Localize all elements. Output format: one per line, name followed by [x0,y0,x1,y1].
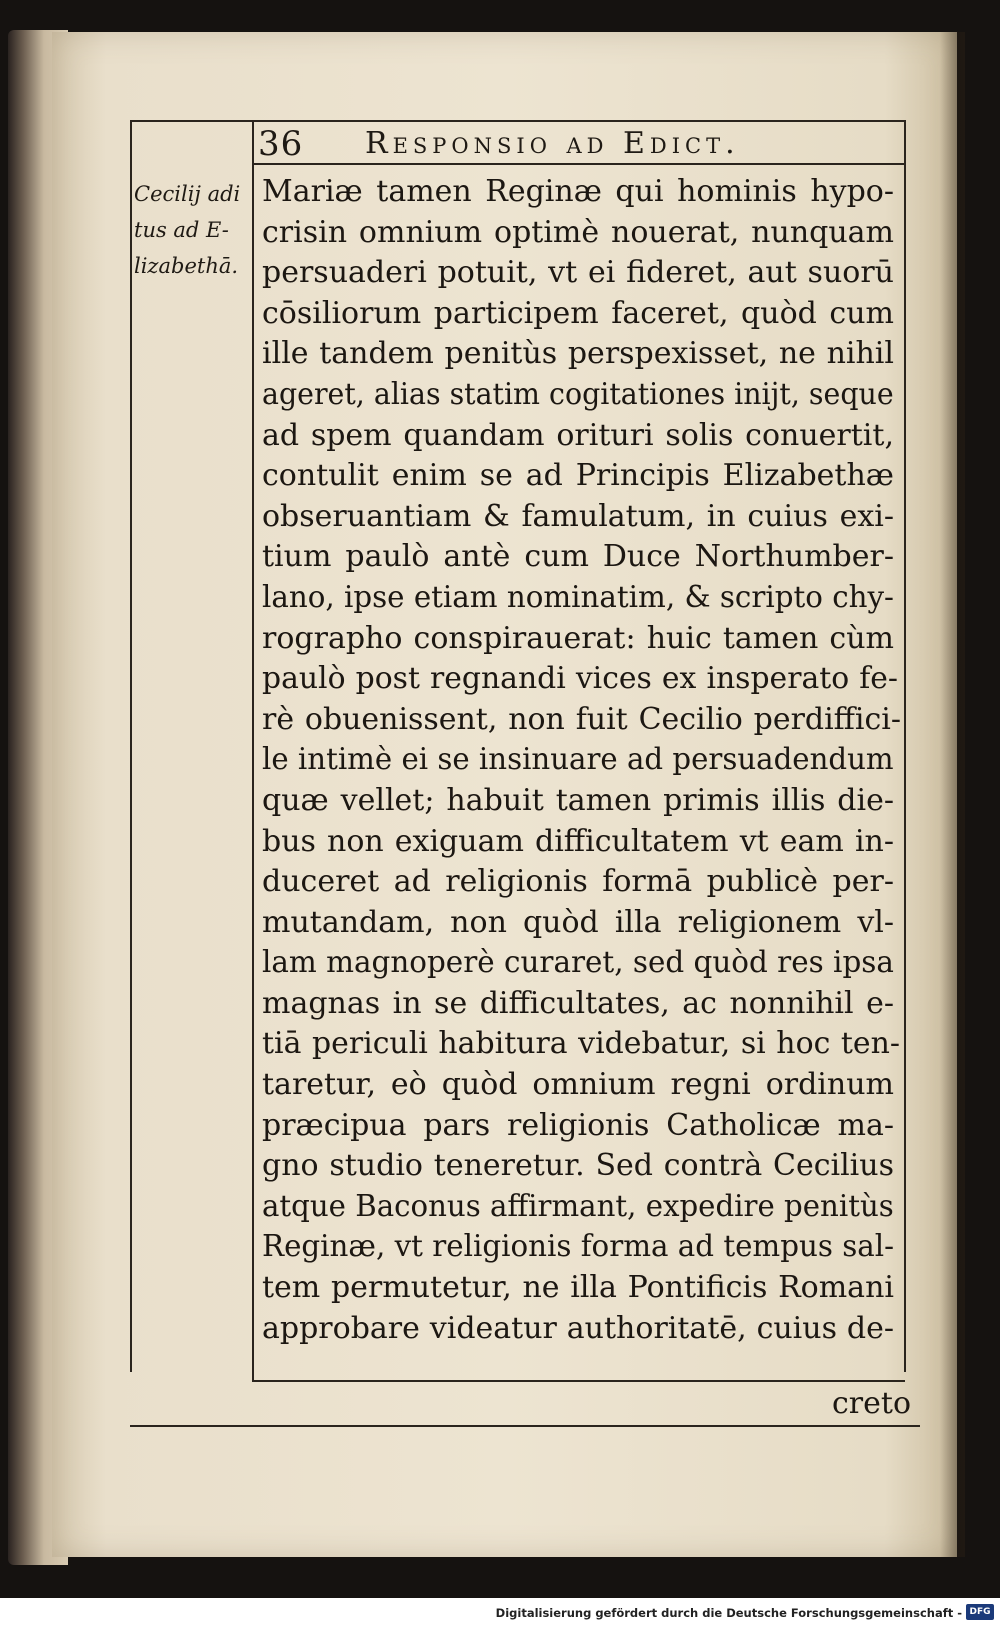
frame-left-rule [130,120,132,1372]
text-line: bus non exiguam difficultatem vt eam in- [262,823,894,859]
gutter-shadow [940,32,965,1557]
text-line: ille tandem penitùs perspexisset, ne nihil [262,336,894,372]
page-number: 36 [258,124,304,164]
catchword: creto [832,1386,912,1421]
text-column-rule [252,120,254,1382]
running-head: Responsio ad Edict. [365,126,740,161]
marginal-note [134,176,250,284]
text-line: tiā periculi habitura videbatur, si hoc ten- [262,1026,900,1062]
text-line: tium paulò antè cum Duce Northumber- [262,539,894,575]
text-line: taretur, eò quòd omnium regni ordinum [262,1067,894,1103]
text-line: præcipua pars religionis Catholicæ ma- [262,1107,894,1143]
marginal-note-line: Cecilij adi [134,182,241,206]
text-line: persuaderi potuit, vt ei fideret, aut suorū [262,255,894,291]
text-line: crisin omnium optimè nouerat, nunquam [262,214,894,250]
text-line: ad spem quandam orituri solis conuertit, [262,417,894,453]
text-line: cōsiliorum participem faceret, quòd cum [262,295,894,331]
text-line: lam magnoperè curaret, sed quòd res ipsa [262,945,894,981]
page-bottom-rule [130,1425,920,1427]
text-line: magnas in se difficultates, ac nonnihil e- [262,985,894,1021]
body-text [262,172,902,1349]
text-line: Mariæ tamen Reginæ qui hominis hypo- [262,174,894,209]
text-line: approbare videatur authoritatē, cuius de- [262,1310,894,1346]
text-line: le intimè ei se insinuare ad persuadendum [262,742,894,778]
text-line: ageret, alias statim cogitationes inijt, seque [262,376,894,412]
text-line: paulò post regnandi vices ex insperato fe- [262,661,898,697]
text-line: gno studio teneretur. Sed contrà Cecilius [262,1148,894,1184]
text-line: quæ vellet; habuit tamen primis illis die- [262,782,894,818]
text-line: rographo conspirauerat: huic tamen cùm [262,620,894,656]
text-line: lano, ipse etiam nominatim, & scripto chy- [262,579,894,615]
marginal-note-line: tus ad E- [134,218,229,242]
text-line: rè obuenissent, non fuit Cecilio perdiffici- [262,701,901,737]
marginal-note-line: lizabethā. [134,254,239,278]
text-line: obseruantiam & famulatum, in cuius exi- [262,498,894,534]
text-line: contulit enim se ad Principis Elizabethæ [262,458,894,494]
frame-top-rule [130,120,906,122]
text-bottom-rule [252,1380,905,1382]
funding-credit: Digitalisierung gefördert durch die Deutsche Forschungsgemeinschaft - [495,1606,962,1620]
text-line: tem permutetur, ne illa Pontificis Romani [262,1270,894,1306]
text-line: mutandam, non quòd illa religionem vl- [262,904,894,940]
text-line: atque Baconus affirmant, expedire penitùs [262,1188,894,1224]
frame-right-rule [904,120,906,1372]
header-rule [252,163,905,165]
text-line: Reginæ, vt religionis forma ad tempus sal- [262,1229,894,1265]
text-line: duceret ad religionis formā publicè per- [262,864,894,900]
dfg-logo: DFG [966,1604,994,1620]
